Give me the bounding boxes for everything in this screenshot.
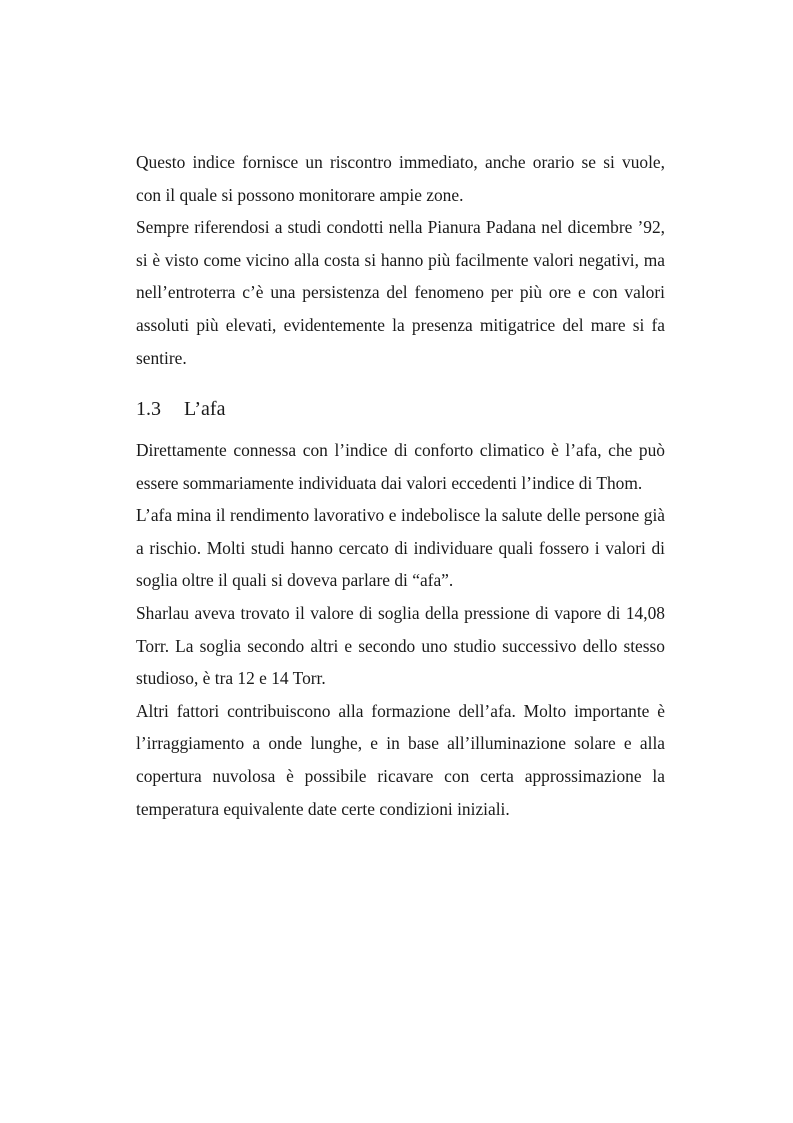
intro-text-block bbox=[136, 146, 665, 374]
paragraph-sharlau-threshold: Sharlau aveva trovato il valore di soglia della pressione di vapore di 14,08 Torr. La soglia secondo altri e secondo uno studio successivo dello stesso studioso, è tra 12 e 14 Torr. bbox=[136, 602, 665, 689]
paragraph-afa-health: L’afa mina il rendimento lavorativo e indebolisce la salute delle persone già a rischio. Molti studi hanno cercato di individuare quali fossero i valori di soglia oltre il quali si doveva parlare di “afa”. bbox=[136, 505, 665, 591]
section-text-block bbox=[136, 434, 665, 825]
paragraph-index-monitoring: Questo indice fornisce un riscontro immediato, anche orario se si vuole, con il quale si possono monitorare ampie zone. bbox=[136, 152, 665, 205]
section-heading bbox=[136, 398, 225, 421]
section-title: L’afa bbox=[184, 398, 226, 420]
paragraph-other-factors: Altri fattori contribuiscono alla formazione dell’afa. Molto importante è l’irraggiamento a onde lunghe, e in base all’illuminazione solare e alla copertura nuvolosa è possibile ricavare con certa approssimazione la temperatura equivalente date certe condizioni iniziali. bbox=[136, 700, 665, 819]
paragraph-pianura-padana-study: Sempre riferendosi a studi condotti nella Pianura Padana nel dicembre ’92, si è visto come vicino alla costa si hanno più facilmente valori negativi, ma nell’entroterra c’è una persistenza del fenomeno per più ore e con valori assoluti più elevati, evidentemente la presenza mitigatrice del mare si fa sentire. bbox=[136, 217, 665, 368]
section-number: 1.3 bbox=[136, 398, 161, 420]
paragraph-afa-definition: Direttamente connessa con l’indice di conforto climatico è l’afa, che può essere sommariamente individuata dai valori eccedenti l’indice di Thom. bbox=[136, 440, 665, 493]
